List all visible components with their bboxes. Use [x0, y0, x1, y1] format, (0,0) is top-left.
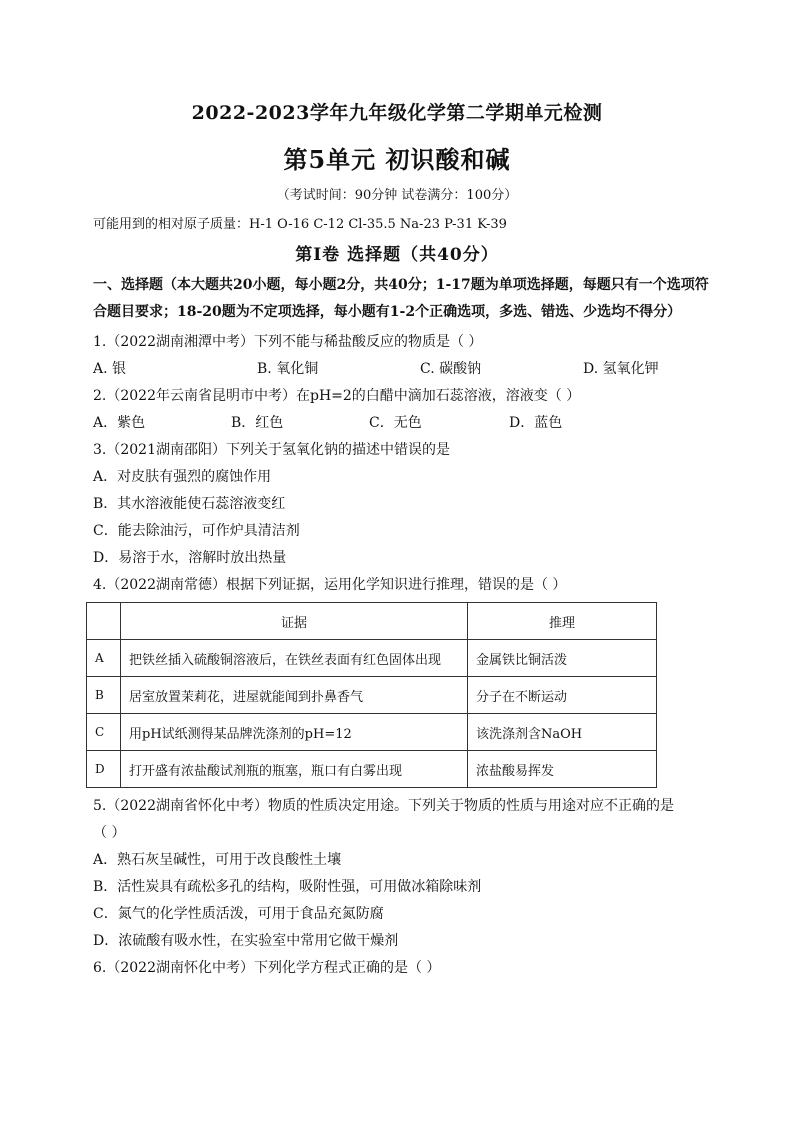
question-4-stem: 4.（2022湖南常德）根据下列证据，运用化学知识进行推理，错误的是（ ）: [93, 577, 567, 593]
atomic-masses: 可能用到的相对原子质量：H-1 O-16 C-12 Cl-35.5 Na-23 P-31 K-39: [93, 217, 507, 232]
table-row: [87, 751, 657, 788]
question-2-stem: 2.（2022年云南省昆明市中考）在pH=2的白醋中滴加石蕊溶液，溶液变（ ）: [93, 388, 581, 404]
question-2-option-d: D．蓝色: [509, 415, 563, 431]
question-1-option-d: D. 氢氧化钾: [583, 361, 659, 377]
section-instructions: 一、选择题（本大题共20小题，每小题2分，共40分；1-17题为单项选择题，每题只有一个选项符合题目要求；18-20题为不定项选择，每小题有1-2个正确选项，多选、错选、少选均不得分）: [93, 277, 709, 320]
table-row: [87, 677, 657, 714]
question-1-stem: 1.（2022湖南湘潭中考）下列不能与稀盐酸反应的物质是（ ）: [93, 334, 483, 350]
table-cell: B: [87, 677, 121, 714]
question-5-option-c: C．氮气的化学性质活泼，可用于食品充氮防腐: [93, 906, 384, 922]
table-cell: 浓盐酸易挥发: [468, 751, 657, 788]
section-title: 第Ⅰ卷 选择题（共40分）: [295, 245, 499, 265]
table-cell: 分子在不断运动: [468, 677, 657, 714]
question-5-option-d: D．浓硫酸有吸水性，在实验室中常用它做干燥剂: [93, 933, 399, 949]
table-header-cell: 证据: [121, 603, 468, 640]
table-cell: C: [87, 714, 121, 751]
question-1-option-b: B. 氧化铜: [257, 361, 319, 377]
table-cell: 金属铁比铜活泼: [468, 640, 657, 677]
exam-info: （考试时间：90分钟 试卷满分：100分）: [276, 188, 518, 203]
table-header-cell: [87, 603, 121, 640]
question-3-option-d: D．易溶于水，溶解时放出热量: [93, 550, 287, 566]
question-3-option-a: A．对皮肤有强烈的腐蚀作用: [93, 469, 272, 485]
question-5-option-b: B．活性炭具有疏松多孔的结构，吸附性强，可用做冰箱除味剂: [93, 879, 482, 895]
table-cell: D: [87, 751, 121, 788]
question-5-option-a: A．熟石灰呈碱性，可用于改良酸性土壤: [93, 852, 342, 868]
question-3-stem: 3.（2021湖南邵阳）下列关于氢氧化钠的描述中错误的是: [93, 442, 450, 458]
question-1-option-c: C. 碳酸钠: [420, 361, 482, 377]
question-2-option-b: B．红色: [231, 415, 284, 431]
question-6-stem: 6.（2022湖南怀化中考）下列化学方程式正确的是（ ）: [93, 960, 441, 976]
table-row: [87, 640, 657, 677]
evidence-table: [86, 602, 657, 788]
table-cell: 打开盛有浓盐酸试剂瓶的瓶塞，瓶口有白雾出现: [121, 751, 468, 788]
question-1-option-a: A. 银: [93, 361, 127, 377]
table-header-cell: 推理: [468, 603, 657, 640]
question-2-option-a: A．紫色: [93, 415, 146, 431]
table-cell: A: [87, 640, 121, 677]
question-3-option-b: B．其水溶液能使石蕊溶液变红: [93, 496, 286, 512]
table-row: [87, 714, 657, 751]
exam-title: 2022-2023学年九年级化学第二学期单元检测: [191, 102, 603, 124]
question-2-option-c: C．无色: [369, 415, 422, 431]
question-5-blank: （ ）: [93, 825, 126, 841]
question-5-stem: 5.（2022湖南省怀化中考）物质的性质决定用途。下列关于物质的性质与用途对应不正确的是: [93, 798, 674, 814]
table-header-row: [87, 603, 657, 640]
question-3-option-c: C．能去除油污，可作炉具清洁剂: [93, 523, 300, 539]
table-cell: 居室放置茉莉花，进屋就能闻到扑鼻香气: [121, 677, 468, 714]
table-cell: 把铁丝插入硫酸铜溶液后，在铁丝表面有红色固体出现: [121, 640, 468, 677]
unit-title: 第5单元 初识酸和碱: [283, 145, 511, 174]
table-cell: 该洗涤剂含NaOH: [468, 714, 657, 751]
table-cell: 用pH试纸测得某品牌洗涤剂的pH=12: [121, 714, 468, 751]
